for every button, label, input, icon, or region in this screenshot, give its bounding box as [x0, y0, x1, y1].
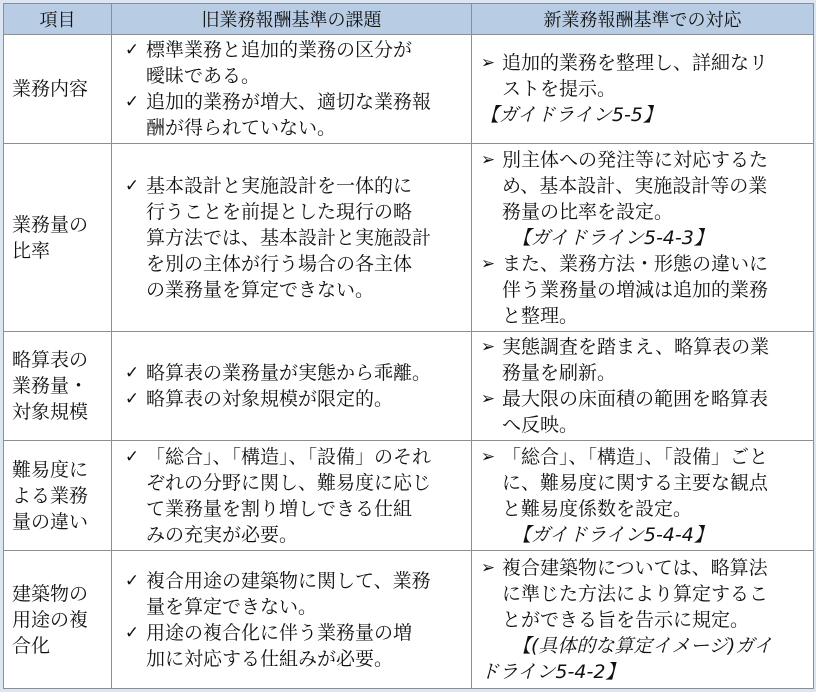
check-icon: ✓: [124, 363, 140, 383]
item-cell: 業務量の 比率: [4, 144, 112, 332]
list-item: ✓ 略算表の業務量が実態から乖離。: [118, 360, 465, 386]
comparison-table: [3, 3, 814, 689]
old-issue-cell: [112, 144, 472, 332]
list-item: ➢ 別主体への発注等に対応するた め、基本設計、実施設計等の業 務量の比率を設定。: [474, 147, 807, 225]
check-icon: ✓: [124, 389, 140, 409]
new-response-cell: [472, 332, 814, 441]
list-item: ✓ 標準業務と追加的業務の区分が 曖昧である。: [118, 37, 465, 89]
list-item: ✓ 略算表の対象規模が限定的。: [118, 386, 465, 412]
list-item: ➢ 追加的業務を整理し、詳細なリ ストを提示。: [474, 50, 807, 102]
arrow-icon: ➢: [480, 337, 496, 357]
new-response-cell: [472, 144, 814, 332]
check-icon: ✓: [124, 622, 140, 643]
list-item: ➢ 実態調査を踏まえ、略算表の業 務量を刷新。: [474, 334, 807, 386]
old-issue-cell: [112, 551, 472, 689]
header-old-standard: 旧業務報酬基準の課題: [112, 4, 472, 35]
arrow-icon: ➢: [480, 557, 496, 578]
header-item: 項目: [4, 4, 112, 35]
guideline-reference: 【ガイドライン5-4-3】: [512, 226, 713, 249]
list-item: ✓ 基本設計と実施設計を一体的に 行うことを前提とした現行の略 算方法では、基本設計と実施設計 を別の主体が行う場合の各主体 の業務量を算定できない。: [118, 173, 465, 303]
arrow-icon: ➢: [480, 389, 496, 409]
old-issue-cell: [112, 35, 472, 144]
check-icon: ✓: [124, 92, 140, 112]
item-cell: 略算表の 業務量・ 対象規模: [4, 332, 112, 441]
list-item: ➢ 複合建築物については、略算法 に準じた方法により算定するこ とができる旨を告示に規定。: [474, 555, 807, 633]
arrow-icon: ➢: [480, 53, 496, 73]
header-new-standard: 新業務報酬基準での対応: [472, 4, 814, 35]
check-icon: ✓: [124, 570, 140, 591]
table-row: [4, 332, 814, 441]
table-row: [4, 144, 814, 332]
new-response-cell: [472, 35, 814, 144]
list-item: ✓ 追加的業務が増大、適切な業務報 酬が得られていない。: [118, 89, 465, 141]
new-response-cell: [472, 441, 814, 551]
list-item: ✓ 用途の複合化に伴う業務量の増 加に対応する仕組みが必要。: [118, 620, 465, 672]
guideline-reference: 【ガイドライン5-4-4】: [512, 523, 713, 546]
check-icon: ✓: [124, 175, 140, 196]
list-item: ➢ また、業務方法・形態の違いに 伴う業務量の増減は追加的業務 と整理。: [474, 251, 807, 329]
list-item: ➢ 最大限の床面積の範囲を略算表 へ反映。: [474, 386, 807, 438]
table-row: [4, 441, 814, 551]
check-icon: ✓: [124, 446, 140, 467]
new-response-cell: [472, 551, 814, 689]
list-item: ➢ 「総合」、「構造」、「設備」ごと に、難易度に関する主要な観点 と難易度係数を設定。: [474, 444, 807, 522]
item-cell: 難易度に よる業務 量の違い: [4, 441, 112, 551]
guideline-reference: 【ガイドライン5-5】: [480, 104, 662, 126]
arrow-icon: ➢: [480, 253, 496, 274]
list-item: ✓ 複合用途の建築物に関して、業務 量を算定できない。: [118, 568, 465, 620]
check-icon: ✓: [124, 40, 140, 60]
item-cell: 業務内容: [4, 35, 112, 144]
arrow-icon: ➢: [480, 446, 496, 467]
guideline-reference-cont: ドライン5-4-2】: [480, 660, 625, 683]
table-row: [4, 35, 814, 144]
list-item: ✓ 「総合」、「構造」、「設備」のそれ ぞれの分野に関し、難易度に応じ て業務量を割り増しできる仕組 みの充実が必要。: [118, 444, 465, 548]
old-issue-cell: [112, 441, 472, 551]
guideline-reference: 【(具体的な算定イメージ)ガイ: [512, 634, 773, 657]
old-issue-cell: [112, 332, 472, 441]
table-row: [4, 551, 814, 689]
item-cell: 建築物の 用途の複 合化: [4, 551, 112, 689]
arrow-icon: ➢: [480, 149, 496, 170]
header-row: [4, 4, 814, 35]
